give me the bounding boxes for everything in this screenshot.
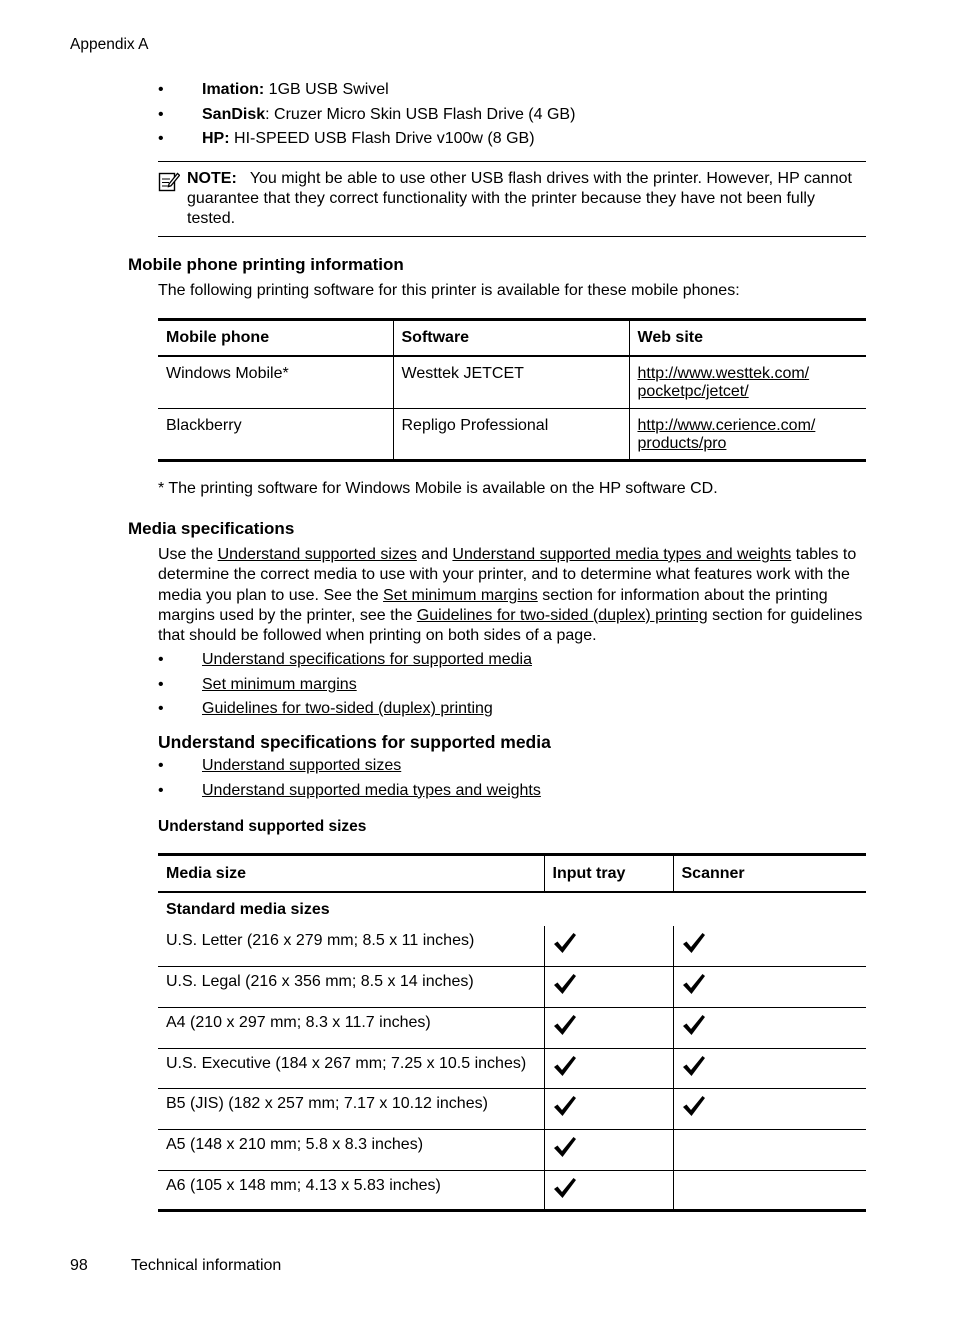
checkmark-icon [553,932,577,954]
input-tray-cell [544,1170,673,1211]
text-run: section for guidelines that should be followed when printing on both sides of a page. [158,606,863,645]
media-size-cell: U.S. Letter (216 x 279 mm; 8.5 x 11 inches) [158,926,544,967]
website-link[interactable]: products/pro [637,434,727,452]
list-item [158,756,868,781]
software-cell: Westtek JETCET [393,356,629,408]
scanner-cell [673,1170,866,1211]
checkmark-icon [553,973,577,995]
text-run: tables to determine the correct media to use with your printer, and to determine what features work with the media you plan to use. See the [158,546,857,604]
table-row [158,892,866,926]
software-cell: Repligo Professional [393,408,629,460]
table-subheading: Standard media sizes [166,901,330,918]
column-header: Input tray [544,855,673,893]
link-media-types[interactable]: Understand supported media types and weights [452,546,792,563]
scanner-cell [673,1089,866,1130]
table-header-row [158,320,866,357]
scanner-cell [673,1129,866,1170]
list-item [158,129,868,154]
scanner-cell [673,967,866,1008]
column-header: Web site [629,320,866,357]
table-header-row [158,855,866,893]
scanner-cell [673,1048,866,1089]
link-duplex-guidelines[interactable]: Guidelines for two-sided (duplex) printing [416,606,708,624]
website-link[interactable]: http://www.cerience.com/ [637,416,816,434]
link-specifications[interactable]: Understand specifications for supported media [202,651,532,668]
checkmark-icon [553,1095,577,1117]
note-text [187,169,857,229]
list-item [158,105,868,130]
phone-cell: Blackberry [166,416,242,434]
list-item [158,781,868,806]
drive-description: HI-SPEED USB Flash Drive v100w (8 GB) [229,130,535,147]
checkmark-icon [553,1177,577,1199]
table-row [158,1048,866,1089]
media-size-cell: A5 (148 x 210 mm; 5.8 x 8.3 inches) [158,1129,544,1170]
input-tray-cell [544,1007,673,1048]
website-link[interactable]: http://www.westtek.com/ [637,365,810,382]
checkmark-icon [682,1055,706,1077]
table-row [158,1170,866,1211]
specs-links-list [158,756,868,805]
website-cell [629,408,866,460]
footnote: * The printing software for Windows Mobile is available on the HP software CD. [158,480,718,497]
checkmark-icon [553,1014,577,1036]
scanner-cell [673,926,866,967]
note-pencil-icon [158,170,180,192]
column-header: Scanner [673,855,866,893]
input-tray-cell [544,967,673,1008]
brand-name: Imation: [202,81,265,98]
section-heading: Media specifications [128,519,295,538]
drive-description: 1GB USB Swivel [264,81,389,98]
media-size-cell: A6 (105 x 148 mm; 4.13 x 5.83 inches) [166,1176,441,1194]
column-header: Mobile phone [158,320,393,357]
checkmark-icon [682,973,706,995]
table-row [158,356,866,408]
media-links-list [158,650,868,724]
input-tray-cell [544,926,673,967]
media-size-cell: A4 (210 x 297 mm; 8.3 x 11.7 inches) [158,1007,544,1048]
media-paragraph [158,545,868,646]
link-minimum-margins[interactable]: Set minimum margins [202,675,357,693]
text-run: and [416,546,453,563]
text-run: Use the [158,546,218,563]
running-header: Appendix A [70,36,149,53]
input-tray-cell [544,1089,673,1130]
list-item [158,675,868,700]
column-header: Media size [158,855,544,893]
link-supported-sizes[interactable]: Understand supported sizes [217,546,417,563]
link-minimum-margins[interactable]: Set minimum margins [383,586,538,604]
subsection-heading: Understand specifications for supported media [158,732,551,752]
footer-title: Technical information [131,1257,282,1274]
section-heading: Mobile phone printing information [128,255,404,274]
mobile-phone-table [158,318,866,462]
mobile-intro: The following printing software for this printer is available for these mobile phones: [158,282,740,299]
text-run: section for information about the printing margins used by the printer, see the [158,586,828,624]
table-row [158,1089,866,1130]
phone-cell: Windows Mobile* [158,356,393,408]
size-rows [158,926,866,1211]
note-body-text: You might be able to use other USB flash drives with the printer. However, HP cannot guarantee that they correct functionality with the printer because they have not been fully tested. [187,170,852,227]
input-tray-cell [544,1048,673,1089]
checkmark-icon [553,1055,577,1077]
checkmark-icon [682,1014,706,1036]
table-row [158,408,866,460]
brand-name: HP: [202,130,230,147]
list-item [158,80,868,105]
page-number: 98 [70,1257,88,1274]
note-label: NOTE: [187,170,237,187]
table-row [158,967,866,1008]
drive-description: : Cruzer Micro Skin USB Flash Drive (4 GB) [265,105,576,123]
link-supported-sizes[interactable]: Understand supported sizes [202,757,402,774]
column-header: Software [393,320,629,357]
media-size-cell: U.S. Executive (184 x 267 mm; 7.25 x 10.5 inches) [158,1048,544,1089]
media-size-cell: U.S. Legal (216 x 356 mm; 8.5 x 14 inches) [158,967,544,1008]
note-box [158,161,866,237]
brand-name: SanDisk [202,105,266,123]
checkmark-icon [682,1095,706,1117]
table-row [158,1129,866,1170]
input-tray-cell [544,1129,673,1170]
link-media-types[interactable]: Understand supported media types and weights [202,781,541,799]
scanner-cell [673,1007,866,1048]
list-item [158,650,868,675]
media-size-cell: B5 (JIS) (182 x 257 mm; 7.17 x 10.12 inches) [158,1089,544,1130]
list-item [158,699,868,724]
table-row [158,926,866,967]
usb-drive-list [158,80,868,154]
table-heading: Understand supported sizes [158,818,367,835]
checkmark-icon [682,932,706,954]
website-cell [629,356,866,408]
checkmark-icon [553,1136,577,1158]
supported-sizes-table [158,853,866,1212]
link-duplex-guidelines[interactable]: Guidelines for two-sided (duplex) printing [202,700,493,717]
website-link[interactable]: pocketpc/jetcet/ [637,383,749,400]
table-row [158,1007,866,1048]
